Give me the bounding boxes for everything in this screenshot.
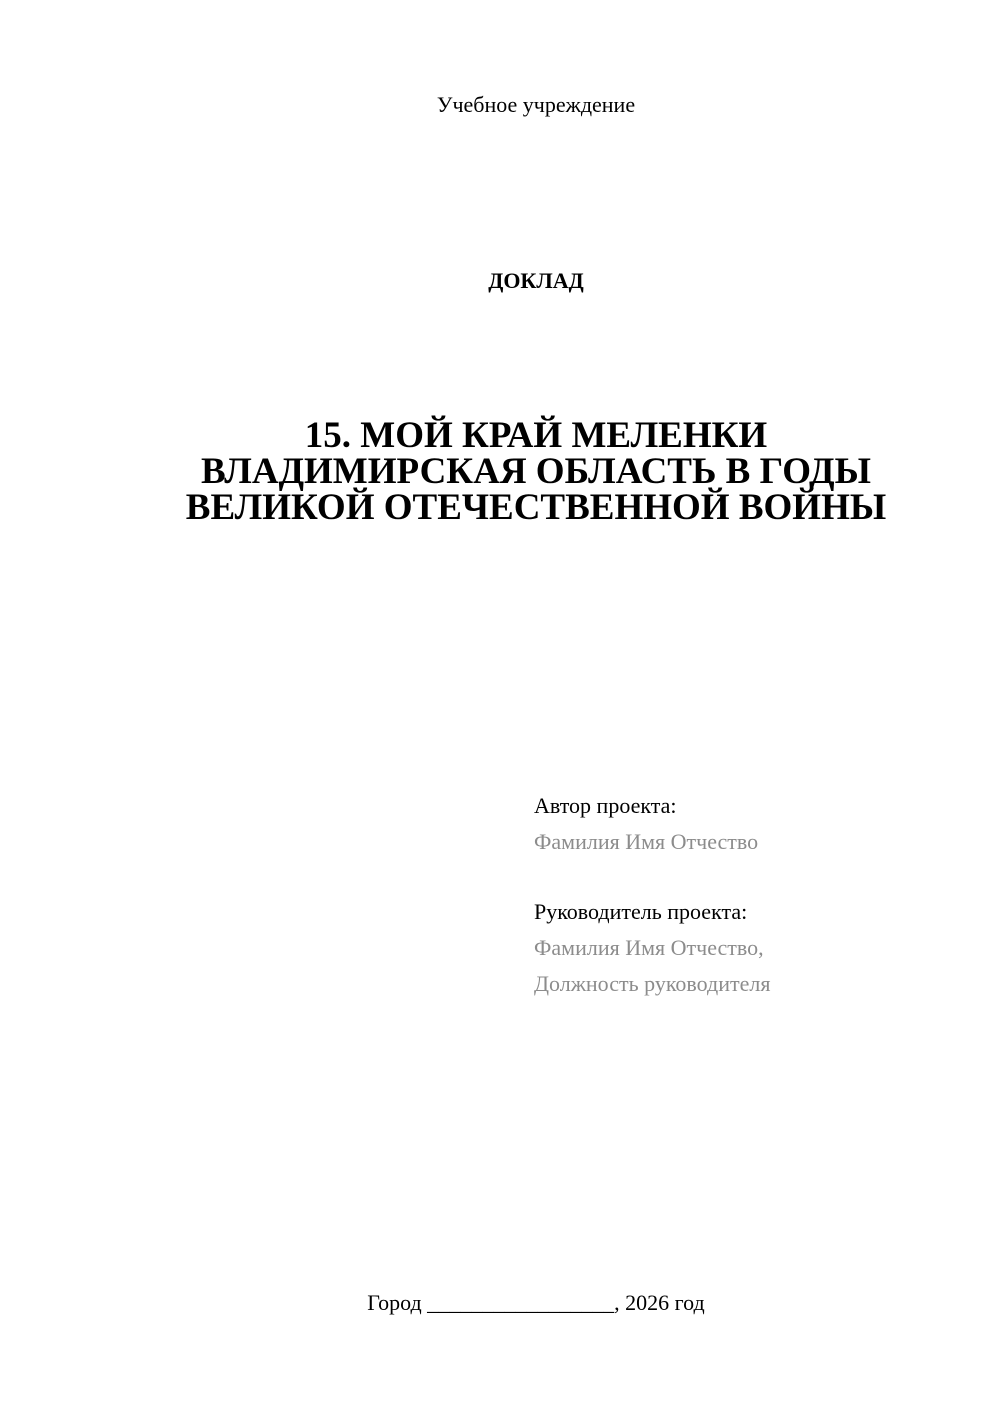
report-title-line-1: 15. МОЙ КРАЙ МЕЛЕНКИ	[304, 415, 768, 456]
report-title-line-3: ВЕЛИКОЙ ОТЕЧЕСТВЕННОЙ ВОЙНЫ	[185, 487, 887, 528]
supervisor-name: Фамилия Имя Отчество,	[534, 935, 764, 960]
document-type: ДОКЛАД	[488, 268, 584, 293]
credits-block	[534, 788, 770, 1002]
institution-name: Учебное учреждение	[436, 92, 636, 117]
city-year-line: Город _________________, 2026 год	[367, 1290, 705, 1315]
report-title	[0, 415, 1000, 528]
report-title-line-2: ВЛАДИМИРСКАЯ ОБЛАСТЬ В ГОДЫ	[201, 451, 871, 492]
credits-spacer	[534, 860, 770, 894]
author-label: Автор проекта:	[534, 793, 677, 818]
supervisor-position: Должность руководителя	[534, 971, 771, 996]
author-name: Фамилия Имя Отчество	[534, 829, 759, 854]
supervisor-label: Руководитель проекта:	[534, 899, 748, 924]
